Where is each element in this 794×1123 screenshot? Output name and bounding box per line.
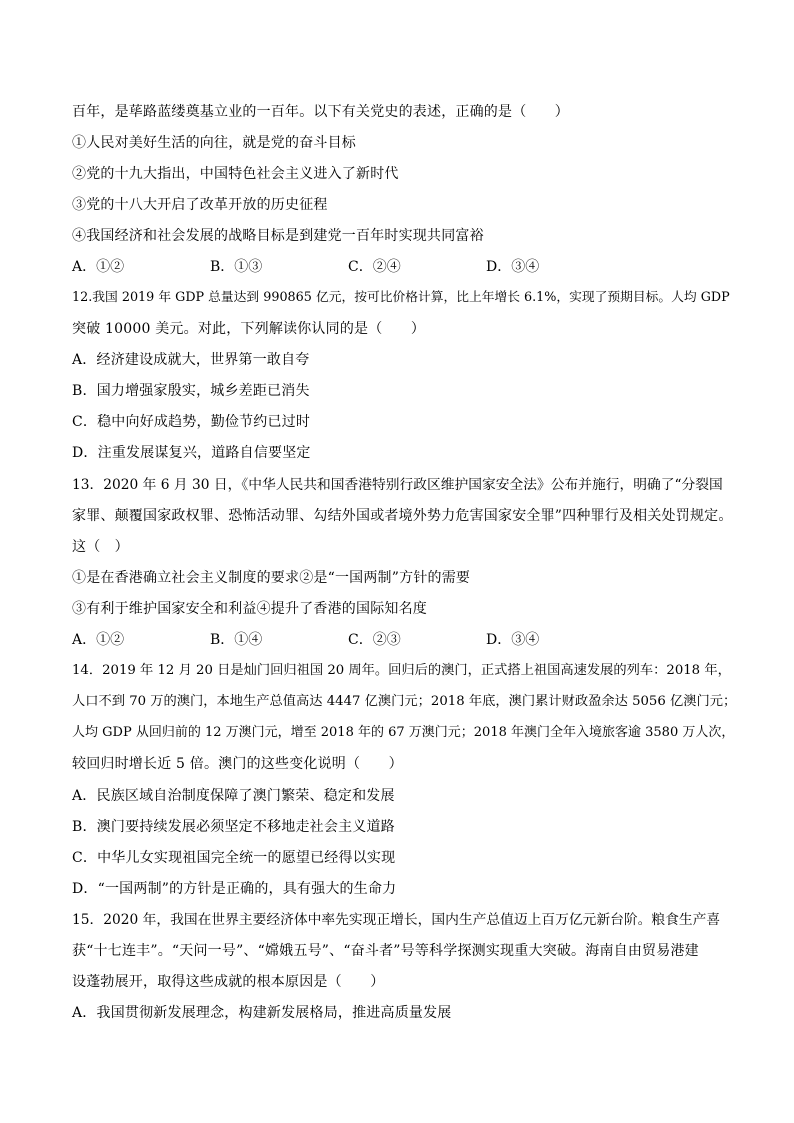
q12-stem-line-2: 突破 10000 美元。对此，下列解读你认同的是（ ） [72,321,426,337]
q14-option-b: B．澳门要持续发展必须坚定不移地走社会主义道路 [72,819,395,835]
q12-stem-line-1: 12.我国 2019 年 GDP 总量达到 990865 亿元，按可比价格计算，比上年增长 6.1%，实现了预期目标。人均 GDP [72,290,730,305]
q14-stem-line-2: 人口不到 70 万的澳门，本地生产总值高达 4447 亿澳门元；2018 年底，澳门累计财政盈余达 5056 亿澳门元； [72,694,737,709]
q11-item-2: ②党的十九大指出，中国特色社会主义进入了新时代 [72,166,399,182]
q11-option-d: D．③④ [486,259,540,275]
q13-stem-line-2: 家罪、颠覆国家政权罪、恐怖活动罪、勾结外国或者境外势力危害国家安全罪”四种罪行及相关处罚规定。 [72,508,733,524]
q13-item-2: ③有利于维护国家安全和利益④提升了香港的国际知名度 [72,601,427,617]
q11-option-a: A．①② [72,259,125,275]
q14-stem-line-1: 14．2019 年 12 月 20 日是灿门回归祖国 20 周年。回归后的澳门，正式搭上祖国高速发展的列车：2018 年， [72,663,731,678]
q15-option-a: A．我国贯彻新发展理念，构建新发展格局，推进高质量发展 [72,1005,452,1021]
q11-option-b: B．①③ [210,259,263,275]
q15-stem-line-2: 获“十七连丰”。“天问一号”、“嫦娥五号”、“奋斗者”号等科学探测实现重大突破。海南自由贸易港建 [72,943,699,959]
q13-option-b: B．①④ [210,632,263,648]
q12-option-a: A．经济建设成就大，世界第一敢自夸 [72,352,310,368]
q13-option-a: A．①② [72,632,125,648]
q14-stem-line-4: 较回归时增长近 5 倍。澳门的这些变化说明（ ） [72,756,403,772]
q14-option-a: A．民族区域自治制度保障了澳门繁荣、稳定和发展 [72,788,395,804]
q13-option-c: C．②③ [348,632,401,648]
q15-stem-line-3: 设蓬勃展开，取得这些成就的根本原因是（ ） [72,974,385,990]
q14-option-c: C．中华儿女实现祖国完全统一的愿望已经得以实现 [72,850,396,866]
q12-option-b: B．国力增强家殷实，城乡差距已消失 [72,383,310,399]
q12-option-d: D．注重发展谋复兴，道路自信要坚定 [72,445,311,461]
q11-item-1: ①人民对美好生活的向往，就是党的奋斗目标 [72,135,356,151]
q13-option-d: D．③④ [486,632,540,648]
q13-stem-line-1: 13．2020 年 6 月 30 日，《中华人民共和国香港特别行政区维护国家安全法》公布并施行，明确了“分裂国 [72,477,723,493]
q13-item-1: ①是在香港确立社会主义制度的要求②是“一国两制”方针的需要 [72,570,471,586]
q11-item-4: ④我国经济和社会发展的战略目标是到建党一百年时实现共同富裕 [72,228,484,244]
q11-stem: 百年，是荜路蓝缕奠基立业的一百年。以下有关党史的表述，正确的是（ ） [72,104,569,120]
q13-stem-line-3: 这（ ） [72,539,129,555]
q12-option-c: C．稳中向好成趋势，勤俭节约已过时 [72,414,311,430]
q14-option-d: D．“一国两制”的方针是正确的，具有强大的生命力 [72,881,397,897]
q15-stem-line-1: 15．2020 年，我国在世界主要经济体中率先实现正增长，国内生产总值迈上百万亿元新台阶。粮食生产喜 [72,912,721,928]
q11-item-3: ③党的十八大开启了改革开放的历史征程 [72,197,328,213]
q11-option-c: C．②④ [348,259,401,275]
q14-stem-line-3: 人均 GDP 从回归前的 12 万澳门元，增至 2018 年的 67 万澳门元；2018 年澳门全年入境旅客逾 3580 万人次， [72,725,735,740]
